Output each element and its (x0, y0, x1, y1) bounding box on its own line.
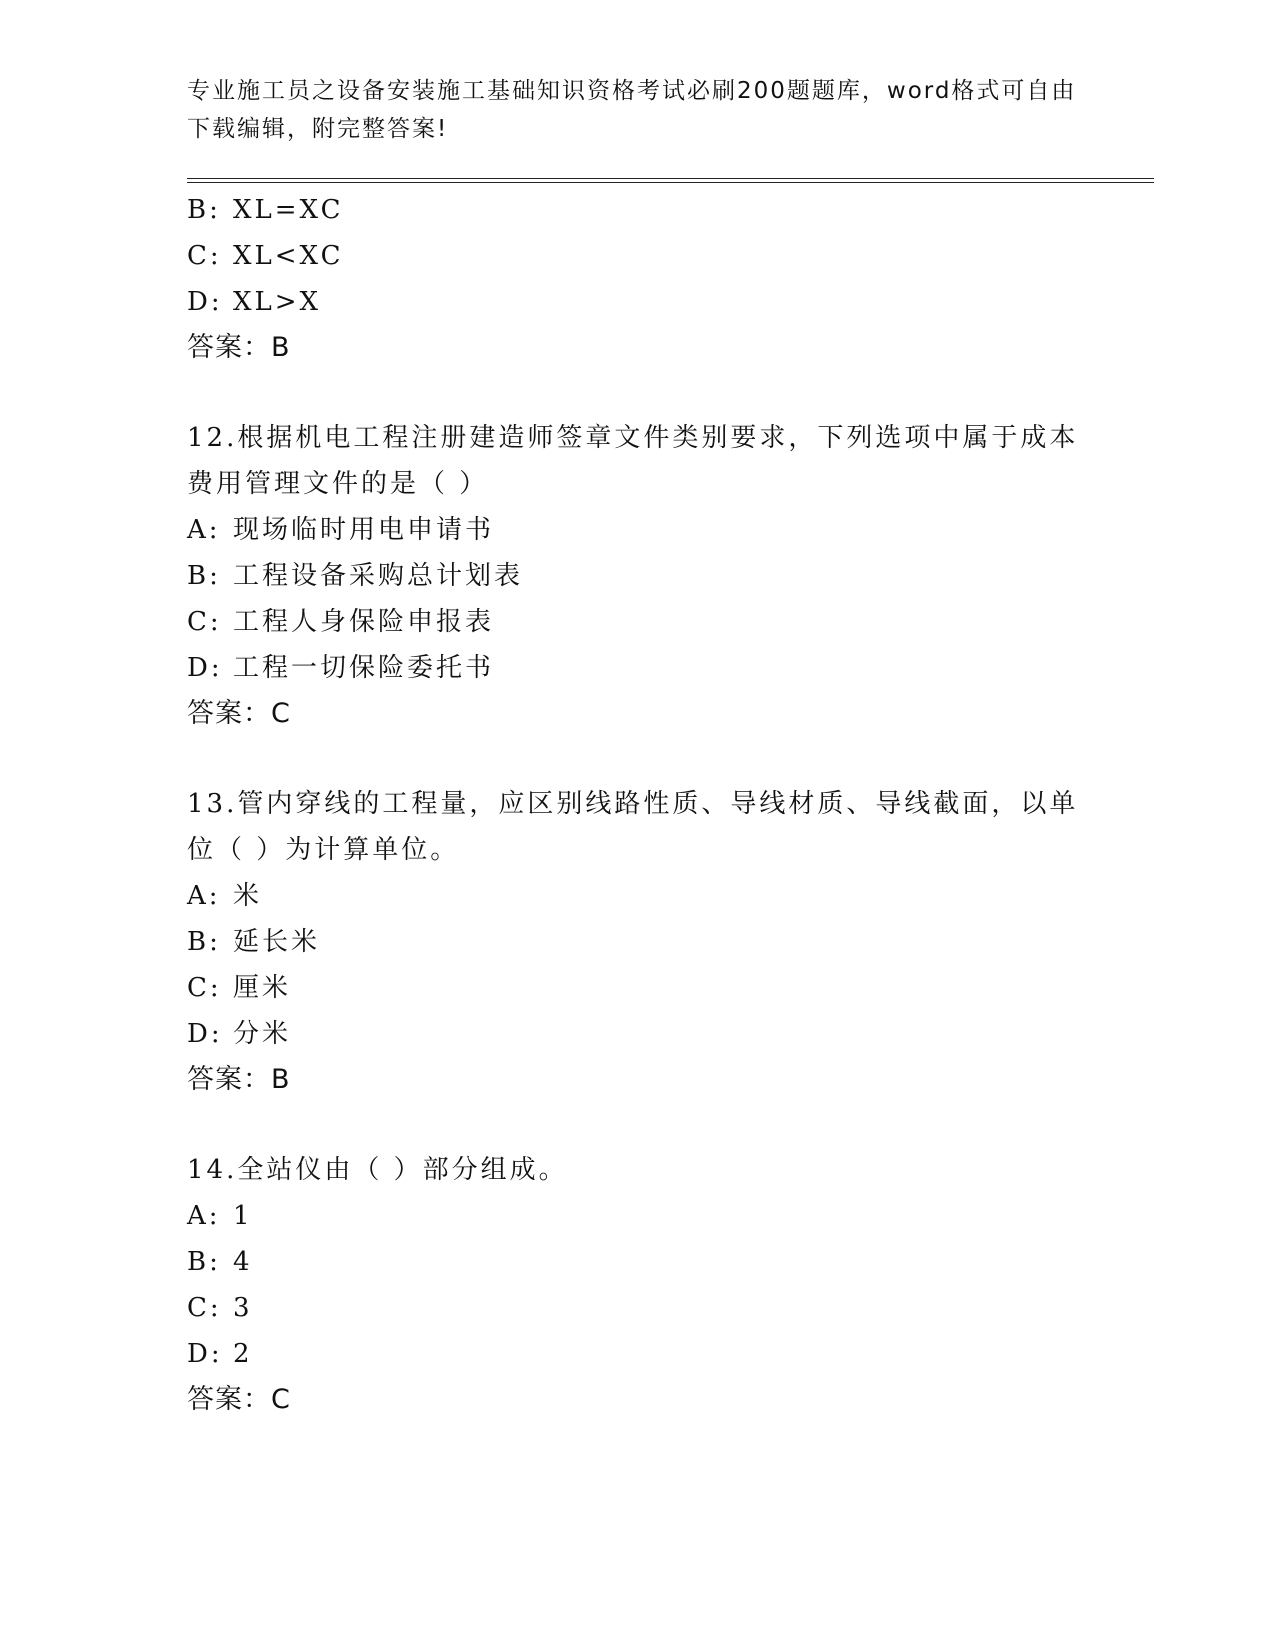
option-b (187, 187, 1087, 233)
option-letter: B: (187, 195, 221, 225)
option-text: 工程设备采购总计划表 (233, 561, 524, 591)
option-letter: D: (187, 287, 223, 317)
option-b (187, 553, 1087, 599)
answer-line: 答案：C (187, 1384, 291, 1415)
option-text: 现场临时用电申请书 (233, 515, 495, 545)
option-letter: C: (187, 241, 222, 271)
answer-line: 答案：C (187, 698, 291, 729)
document-header (187, 72, 1087, 148)
question-stem-line-2: 位（ ）为计算单位。 (187, 835, 460, 865)
option-text: 工程人身保险申报表 (233, 607, 495, 637)
option-text: XL>X (233, 287, 322, 317)
option-c (187, 1285, 1087, 1331)
option-text: 分米 (233, 1019, 292, 1049)
option-a (187, 873, 1087, 919)
question-stem-line-1: 13.管内穿线的工程量，应区别线路性质、导线材质、导线截面，以单 (187, 789, 1079, 819)
option-letter: D: (187, 1339, 223, 1369)
question-11-continued (187, 187, 1087, 371)
option-text: 4 (233, 1247, 253, 1277)
option-b (187, 1239, 1087, 1285)
option-text: 1 (233, 1201, 253, 1231)
option-letter: A: (187, 515, 221, 545)
answer-line: 答案：B (187, 332, 291, 363)
option-text: 米 (233, 881, 263, 911)
option-d (187, 279, 1087, 325)
option-d (187, 1011, 1087, 1057)
option-d (187, 645, 1087, 691)
option-letter: C: (187, 973, 222, 1003)
option-letter: B: (187, 1247, 221, 1277)
option-a (187, 507, 1087, 553)
option-letter: B: (187, 561, 221, 591)
option-letter: C: (187, 1293, 222, 1323)
header-divider (187, 178, 1154, 183)
option-text: 延长米 (233, 927, 321, 957)
spacer (187, 737, 1087, 781)
option-text: 2 (233, 1339, 253, 1369)
option-letter: C: (187, 607, 222, 637)
option-letter: B: (187, 927, 221, 957)
option-a (187, 1193, 1087, 1239)
question-14 (187, 1147, 1087, 1423)
header-title-line-1: 专业施工员之设备安装施工基础知识资格考试必刷200题题库，word格式可自由 (187, 78, 1077, 104)
option-text: 厘米 (233, 973, 292, 1003)
option-d (187, 1331, 1087, 1377)
option-letter: D: (187, 653, 223, 683)
answer-line: 答案：B (187, 1064, 291, 1095)
option-text: XL<XC (233, 241, 344, 271)
option-text: 工程一切保险委托书 (233, 653, 495, 683)
option-text: 3 (233, 1293, 253, 1323)
header-title-line-2: 下载编辑，附完整答案! (187, 116, 449, 142)
question-12 (187, 415, 1087, 737)
option-b (187, 919, 1087, 965)
question-stem-line-1: 14.全站仪由（ ）部分组成。 (187, 1155, 568, 1185)
option-text: XL=XC (233, 195, 344, 225)
option-letter: A: (187, 881, 221, 911)
spacer (187, 371, 1087, 415)
option-letter: A: (187, 1201, 221, 1231)
option-letter: D: (187, 1019, 223, 1049)
option-c (187, 233, 1087, 279)
spacer (187, 1103, 1087, 1147)
question-content (187, 187, 1087, 1423)
question-stem-line-2: 费用管理文件的是（ ） (187, 469, 489, 499)
option-c (187, 965, 1087, 1011)
question-stem-line-1: 12.根据机电工程注册建造师签章文件类别要求，下列选项中属于成本 (187, 423, 1079, 453)
option-c (187, 599, 1087, 645)
question-13 (187, 781, 1087, 1103)
